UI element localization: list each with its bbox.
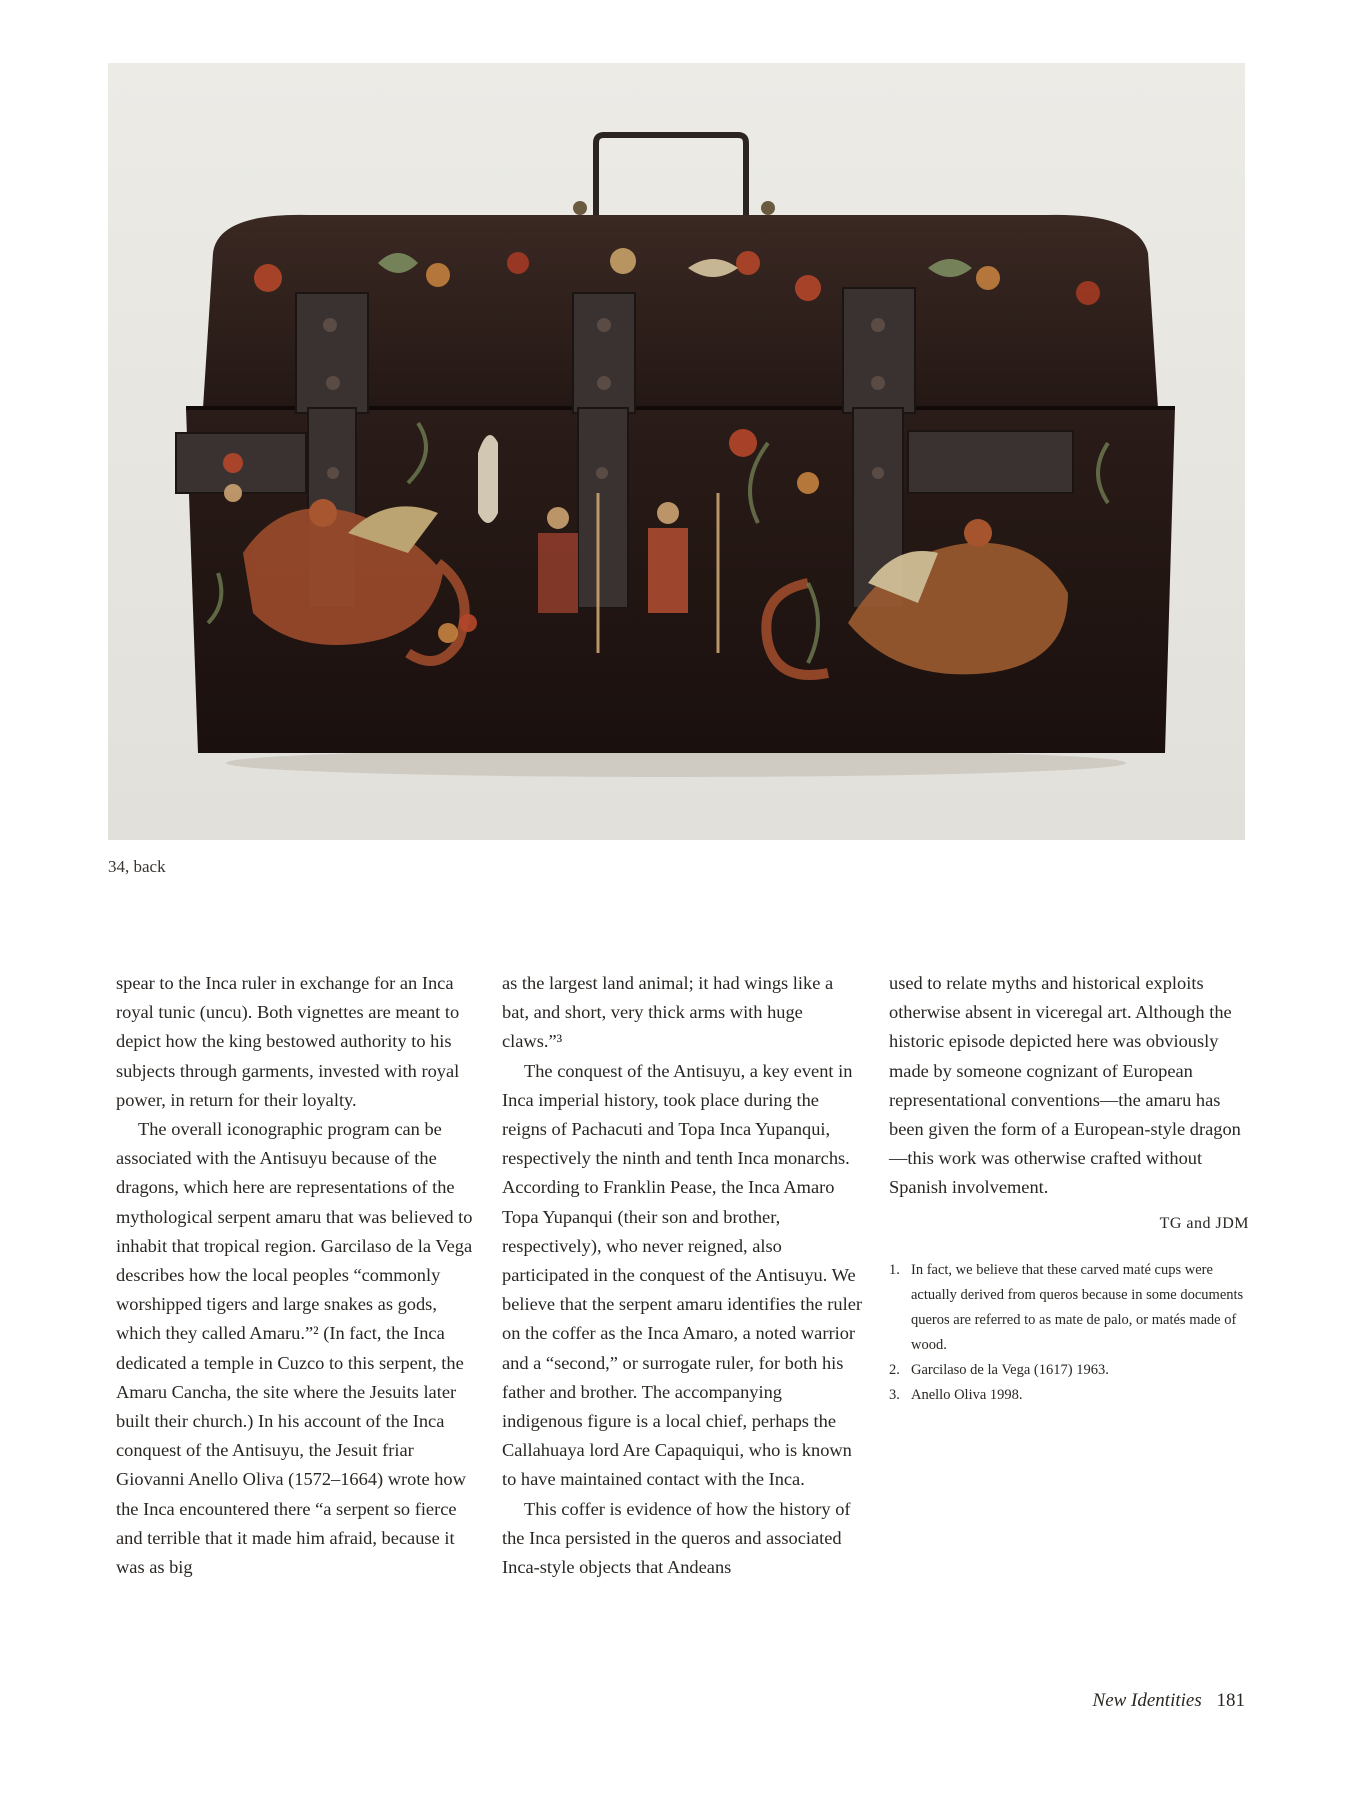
paragraph: This coffer is evidence of how the history of the Inca persisted in the queros and associated Inca-style objects that Andeans — [502, 1498, 851, 1578]
endnote-number: 3. — [889, 1386, 900, 1403]
endnote — [889, 1358, 1249, 1383]
endnote-text: In fact, we believe that these carved maté cups were actually derived from queros because in some documents queros are referred to as mate de palo, or matés made of wood. — [911, 1261, 1244, 1353]
running-footer — [1093, 1690, 1245, 1712]
endnote-text: Anello Oliva 1998. — [911, 1386, 1023, 1403]
paragraph: spear to the Inca ruler in exchange for an Inca royal tunic (uncu). Both vignettes are meant to depict how the king bestowed authority to his subjects through garments, invested with royal power, in return for their loyalty. — [116, 973, 460, 1110]
author-signature: TG and JDM — [1159, 1214, 1249, 1232]
paragraph: as the largest land animal; it had wings like a bat, and short, very thick arms with huge claws.”³ — [502, 973, 834, 1052]
endnote-number: 2. — [889, 1361, 900, 1378]
paragraph: The conquest of the Antisuyu, a key event in Inca imperial history, took place during the reigns of Pachacuti and Topa Inca Yupanqui, respectively the ninth and tenth Inca monarchs. According to Franklin Pease, the Inca Amaro Topa Yupanqui (their son and brother, respectively), who never reigned, also participated in the conquest of the Antisuyu. We believe that the serpent amaru identifies the ruler on the coffer as the Inca Amaro, a noted warrior and a “second,” or surrogate ruler, for both his father and brother. The accompanying indigenous figure is a local chief, perhaps the Callahuaya lord Are Capaquiqui, who is known to have maintained contact with the Inca. — [502, 1060, 863, 1490]
paragraph: The overall iconographic program can be associated with the Antisuyu because of the dragons, which here are representations of the mythological serpent amaru that was believed to inhabit that tropical region. Garcilaso de la Vega describes how the local peoples “commonly worshipped tigers and large snakes as gods, which they called Amaru.”² (In fact, the Inca dedicated a temple in Cuzco to this serpent, the Amaru Cancha, the site where the Jesuits later built their church.) In his account of the Inca conquest of the Antisuyu, the Jesuit friar Giovanni Anello Oliva (1572–1664) wrote how the Inca encountered there “a serpent so fierce and terrible that it made him afraid, because it was as big — [116, 1119, 473, 1578]
endnotes — [889, 1258, 1249, 1408]
figure-caption: 34, back — [108, 857, 166, 876]
coffer-photograph — [108, 63, 1245, 840]
text-column-3 — [889, 969, 1249, 1408]
page-number: 181 — [1216, 1690, 1245, 1711]
paragraph: used to relate myths and historical exploits otherwise absent in viceregal art. Although the historic episode depicted here was obviously made by someone cognizant of European representational conventions—the amaru has been given the form of a European-style dragon—this work was otherwise crafted without Spanish involvement. — [889, 973, 1241, 1198]
text-column-2 — [502, 969, 862, 1582]
painted-coffer-image — [108, 63, 1245, 840]
endnote-text: Garcilaso de la Vega (1617) 1963. — [911, 1361, 1109, 1378]
section-title: New Identities — [1092, 1690, 1202, 1711]
endnote-number: 1. — [889, 1261, 900, 1278]
endnote — [889, 1383, 1249, 1408]
text-column-1 — [116, 969, 476, 1582]
endnote — [889, 1258, 1249, 1358]
